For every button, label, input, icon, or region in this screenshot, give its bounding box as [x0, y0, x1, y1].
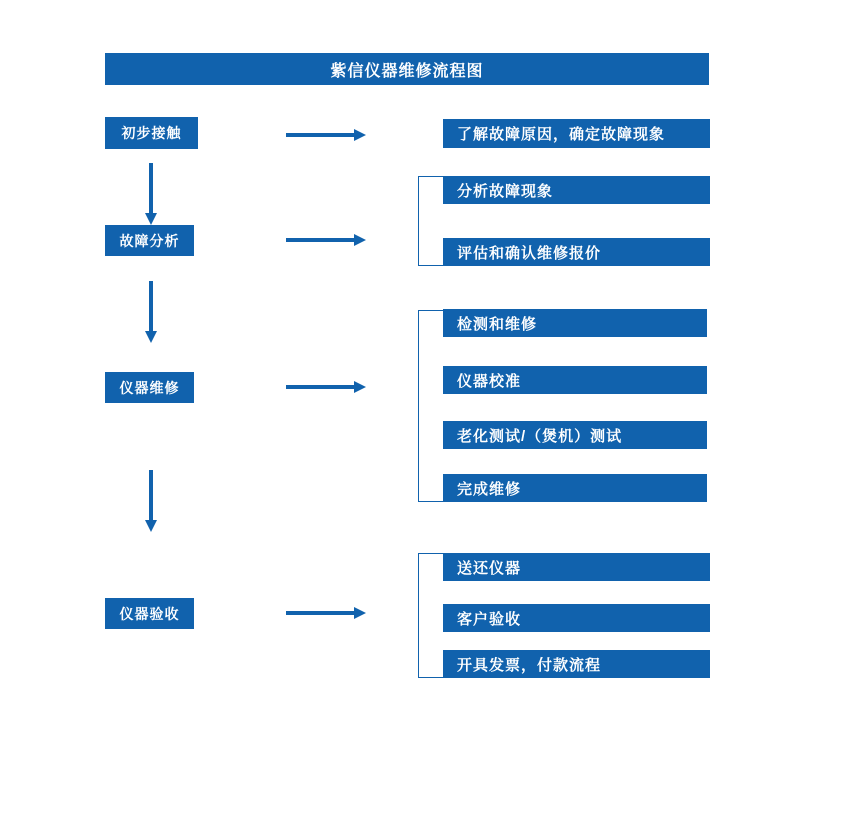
- arrow-head: [145, 331, 157, 343]
- stage-box-2[interactable]: 故障分析: [105, 225, 194, 256]
- detail-box-2-1[interactable]: 分析故障现象: [443, 176, 710, 204]
- arrow-head: [354, 234, 366, 246]
- bracket-stage-4: [418, 553, 444, 678]
- detail-box-4-2[interactable]: 客户验收: [443, 604, 710, 632]
- detail-box-4-1[interactable]: 送还仪器: [443, 553, 710, 581]
- arrow-head: [145, 520, 157, 532]
- detail-box-1-1[interactable]: 了解故障原因，确定故障现象: [443, 119, 710, 148]
- bracket-stage-2: [418, 176, 444, 266]
- arrow-shaft: [149, 470, 153, 520]
- stage-box-3[interactable]: 仪器维修: [105, 372, 194, 403]
- arrow-head: [354, 607, 366, 619]
- arrow-shaft: [286, 611, 354, 615]
- detail-box-3-4[interactable]: 完成维修: [443, 474, 707, 502]
- arrow-shaft: [286, 385, 354, 389]
- detail-box-4-3[interactable]: 开具发票，付款流程: [443, 650, 710, 678]
- arrow-head: [145, 213, 157, 225]
- stage-box-1[interactable]: 初步接触: [105, 117, 198, 149]
- diagram-title: 紫信仪器维修流程图: [105, 53, 709, 85]
- detail-box-2-2[interactable]: 评估和确认维修报价: [443, 238, 710, 266]
- arrow-shaft: [149, 163, 153, 213]
- arrow-head: [354, 129, 366, 141]
- arrow-shaft: [286, 238, 354, 242]
- bracket-stage-3: [418, 310, 444, 502]
- detail-box-3-3[interactable]: 老化测试/（煲机）测试: [443, 421, 707, 449]
- arrow-head: [354, 381, 366, 393]
- detail-box-3-2[interactable]: 仪器校准: [443, 366, 707, 394]
- arrow-shaft: [286, 133, 354, 137]
- arrow-shaft: [149, 281, 153, 331]
- detail-box-3-1[interactable]: 检测和维修: [443, 309, 707, 337]
- stage-box-4[interactable]: 仪器验收: [105, 598, 194, 629]
